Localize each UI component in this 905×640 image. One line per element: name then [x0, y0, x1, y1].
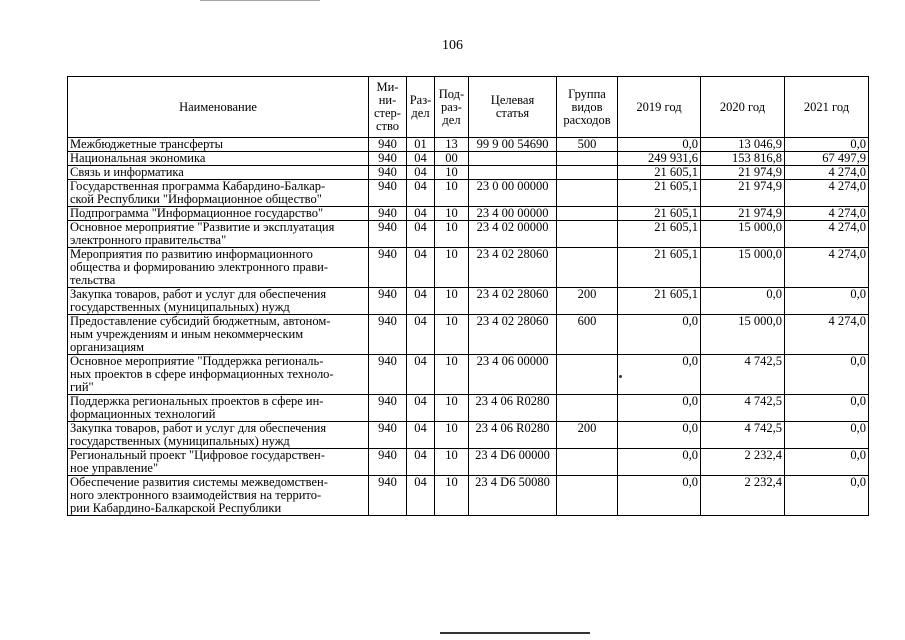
cell-section: 04	[407, 207, 435, 221]
col-header-2021	[785, 77, 869, 138]
cell-article: 23 0 00 00000	[469, 180, 557, 207]
col-header-group	[557, 77, 618, 138]
col-header-2021-text: 2021 год	[803, 99, 850, 114]
col-header-2019-text: 2019 год	[636, 99, 682, 114]
cell-article: 23 4 02 00000	[469, 221, 557, 248]
cell-ministry: 940	[369, 138, 407, 152]
cell-y2021: 0,0	[785, 476, 869, 516]
cell-y2020: 21 974,9	[701, 180, 785, 207]
col-header-name	[68, 77, 369, 138]
cell-name: Государственная программа Кабардино-Балкар- ской Республики "Информационное общество"	[68, 180, 369, 207]
cell-y2019: 0,0	[618, 315, 701, 355]
cell-y2020: 15 000,0	[701, 248, 785, 288]
table-row	[68, 288, 869, 315]
cell-y2020: 21 974,9	[701, 207, 785, 221]
col-header-ministry	[369, 77, 407, 138]
cell-article: 23 4 D6 00000	[469, 449, 557, 476]
cell-name: Национальная экономика	[68, 152, 369, 166]
cell-article: 23 4 02 28060	[469, 288, 557, 315]
cell-subsection: 10	[435, 315, 469, 355]
cell-section: 04	[407, 221, 435, 248]
cell-group	[557, 449, 618, 476]
cell-section: 04	[407, 449, 435, 476]
cell-y2019: 0,0	[618, 449, 701, 476]
cell-y2019: 21 605,1	[618, 248, 701, 288]
cell-subsection: 10	[435, 395, 469, 422]
cell-article: 23 4 06 R0280	[469, 395, 557, 422]
table-row	[68, 422, 869, 449]
col-header-2020-text: 2020 год	[719, 99, 766, 114]
cell-ministry: 940	[369, 152, 407, 166]
cell-name: Обеспечение развития системы межведомствен- ного электронного взаимодействия на террито- рии Кабардино-Балкарской Республики	[68, 476, 369, 516]
cell-subsection: 10	[435, 180, 469, 207]
cell-article: 99 9 00 54690	[469, 138, 557, 152]
cell-y2019: 21 605,1	[618, 207, 701, 221]
cell-article: 23 4 06 00000	[469, 355, 557, 395]
cell-subsection: 10	[435, 166, 469, 180]
table-body	[68, 138, 869, 516]
cell-group	[557, 476, 618, 516]
cell-y2019: 0,0	[618, 138, 701, 152]
cell-name: Предоставление субсидий бюджетным, автоном- ным учреждениям и иным некоммерческим организациям	[68, 315, 369, 355]
cell-name: Подпрограмма "Информационное государство"	[68, 207, 369, 221]
cell-name: Основное мероприятие "Поддержка региональ- ных проектов в сфере информационных техноло- гий"	[68, 355, 369, 395]
table-row	[68, 355, 869, 395]
cell-y2021: 0,0	[785, 449, 869, 476]
cell-group	[557, 355, 618, 395]
table-row	[68, 248, 869, 288]
cell-y2020: 15 000,0	[701, 221, 785, 248]
cell-y2020: 21 974,9	[701, 166, 785, 180]
cell-y2019: 0,0	[618, 476, 701, 516]
cell-article: 23 4 02 28060	[469, 248, 557, 288]
budget-table	[67, 76, 869, 516]
col-header-article-text: Целевая статья	[490, 93, 535, 120]
cell-article: 23 4 06 R0280	[469, 422, 557, 449]
cell-name: Поддержка региональных проектов в сфере ин- формационных технологий	[68, 395, 369, 422]
cell-article: 23 4 D6 50080	[469, 476, 557, 516]
cell-y2019: 21 605,1	[618, 180, 701, 207]
cell-name: Основное мероприятие "Развитие и эксплуатация электронного правительства"	[68, 221, 369, 248]
cell-subsection: 10	[435, 422, 469, 449]
cell-y2020: 13 046,9	[701, 138, 785, 152]
cell-group	[557, 248, 618, 288]
cell-group	[557, 166, 618, 180]
cell-y2020: 4 742,5	[701, 395, 785, 422]
cell-y2021: 0,0	[785, 288, 869, 315]
scan-mark-bottom	[440, 632, 590, 634]
cell-ministry: 940	[369, 221, 407, 248]
cell-subsection: 00	[435, 152, 469, 166]
cell-y2019: 21 605,1	[618, 288, 701, 315]
cell-subsection: 10	[435, 476, 469, 516]
table-row	[68, 152, 869, 166]
cell-y2021: 0,0	[785, 395, 869, 422]
cell-y2020: 4 742,5	[701, 422, 785, 449]
cell-name: Межбюджетные трансферты	[68, 138, 369, 152]
cell-y2020: 2 232,4	[701, 476, 785, 516]
col-header-name-text: Наименование	[179, 99, 257, 114]
cell-y2021: 4 274,0	[785, 221, 869, 248]
cell-group	[557, 180, 618, 207]
cell-y2019: 0,0	[618, 422, 701, 449]
table-row	[68, 395, 869, 422]
cell-ministry: 940	[369, 476, 407, 516]
cell-ministry: 940	[369, 288, 407, 315]
cell-subsection: 10	[435, 207, 469, 221]
cell-name: Мероприятия по развитию информационного общества и формированию электронного прави- тельства	[68, 248, 369, 288]
cell-y2019: 0,0	[618, 355, 701, 395]
col-header-subsection-text: Под- раз- дел	[438, 86, 465, 127]
cell-y2021: 4 274,0	[785, 315, 869, 355]
header-row	[68, 77, 869, 138]
cell-name: Закупка товаров, работ и услуг для обеспечения государственных (муниципальных) нужд	[68, 422, 369, 449]
col-header-2020	[701, 77, 785, 138]
cell-name: Закупка товаров, работ и услуг для обеспечения государственных (муниципальных) нужд	[68, 288, 369, 315]
cell-ministry: 940	[369, 248, 407, 288]
cell-ministry: 940	[369, 315, 407, 355]
col-header-2019	[618, 77, 701, 138]
cell-article: 23 4 00 00000	[469, 207, 557, 221]
cell-group: 200	[557, 422, 618, 449]
cell-y2021: 4 274,0	[785, 248, 869, 288]
cell-y2019: 249 931,6	[618, 152, 701, 166]
cell-ministry: 940	[369, 395, 407, 422]
scan-mark-top	[200, 0, 320, 1]
cell-article: 23 4 02 28060	[469, 315, 557, 355]
cell-section: 04	[407, 422, 435, 449]
cell-section: 04	[407, 315, 435, 355]
cell-group	[557, 395, 618, 422]
cell-y2020: 2 232,4	[701, 449, 785, 476]
cell-subsection: 10	[435, 288, 469, 315]
cell-group: 500	[557, 138, 618, 152]
cell-ministry: 940	[369, 166, 407, 180]
cell-y2021: 4 274,0	[785, 207, 869, 221]
cell-y2020: 153 816,8	[701, 152, 785, 166]
cell-section: 04	[407, 355, 435, 395]
table-row	[68, 221, 869, 248]
col-header-section-text: Раз- дел	[409, 93, 432, 120]
col-header-ministry-text: Ми- ни- стер- ство	[374, 80, 401, 133]
cell-section: 04	[407, 166, 435, 180]
cell-section: 04	[407, 395, 435, 422]
cell-subsection: 10	[435, 449, 469, 476]
cell-subsection: 10	[435, 248, 469, 288]
cell-ministry: 940	[369, 449, 407, 476]
col-header-article	[469, 77, 557, 138]
table-row	[68, 449, 869, 476]
table-row	[68, 476, 869, 516]
cell-group	[557, 152, 618, 166]
cell-y2021: 0,0	[785, 422, 869, 449]
cell-ministry: 940	[369, 355, 407, 395]
cell-section: 04	[407, 248, 435, 288]
col-header-group-text: Группа видов расходов	[563, 86, 611, 127]
cell-y2019: 21 605,1	[618, 221, 701, 248]
cell-y2020: 0,0	[701, 288, 785, 315]
cell-section: 01	[407, 138, 435, 152]
cell-section: 04	[407, 152, 435, 166]
cell-section: 04	[407, 476, 435, 516]
col-header-section	[407, 77, 435, 138]
cell-y2021: 0,0	[785, 355, 869, 395]
cell-y2019: 0,0	[618, 395, 701, 422]
cell-section: 04	[407, 288, 435, 315]
cell-y2019: 21 605,1	[618, 166, 701, 180]
col-header-subsection	[435, 77, 469, 138]
cell-y2021: 4 274,0	[785, 166, 869, 180]
table-row	[68, 166, 869, 180]
cell-y2021: 4 274,0	[785, 180, 869, 207]
cell-y2020: 15 000,0	[701, 315, 785, 355]
table-row	[68, 138, 869, 152]
cell-ministry: 940	[369, 207, 407, 221]
cell-article	[469, 152, 557, 166]
page-number: 106	[442, 38, 463, 53]
cell-section: 04	[407, 180, 435, 207]
cell-subsection: 10	[435, 355, 469, 395]
cell-y2021: 67 497,9	[785, 152, 869, 166]
table-row	[68, 180, 869, 207]
cell-group: 600	[557, 315, 618, 355]
cell-group	[557, 207, 618, 221]
table-row	[68, 315, 869, 355]
cell-y2020: 4 742,5	[701, 355, 785, 395]
cell-name: Региональный проект "Цифровое государствен- ное управление"	[68, 449, 369, 476]
table-row	[68, 207, 869, 221]
cell-subsection: 13	[435, 138, 469, 152]
cell-name: Связь и информатика	[68, 166, 369, 180]
scan-dot	[619, 375, 622, 378]
cell-subsection: 10	[435, 221, 469, 248]
cell-ministry: 940	[369, 180, 407, 207]
cell-group	[557, 221, 618, 248]
cell-ministry: 940	[369, 422, 407, 449]
cell-y2021: 0,0	[785, 138, 869, 152]
cell-article	[469, 166, 557, 180]
cell-group: 200	[557, 288, 618, 315]
